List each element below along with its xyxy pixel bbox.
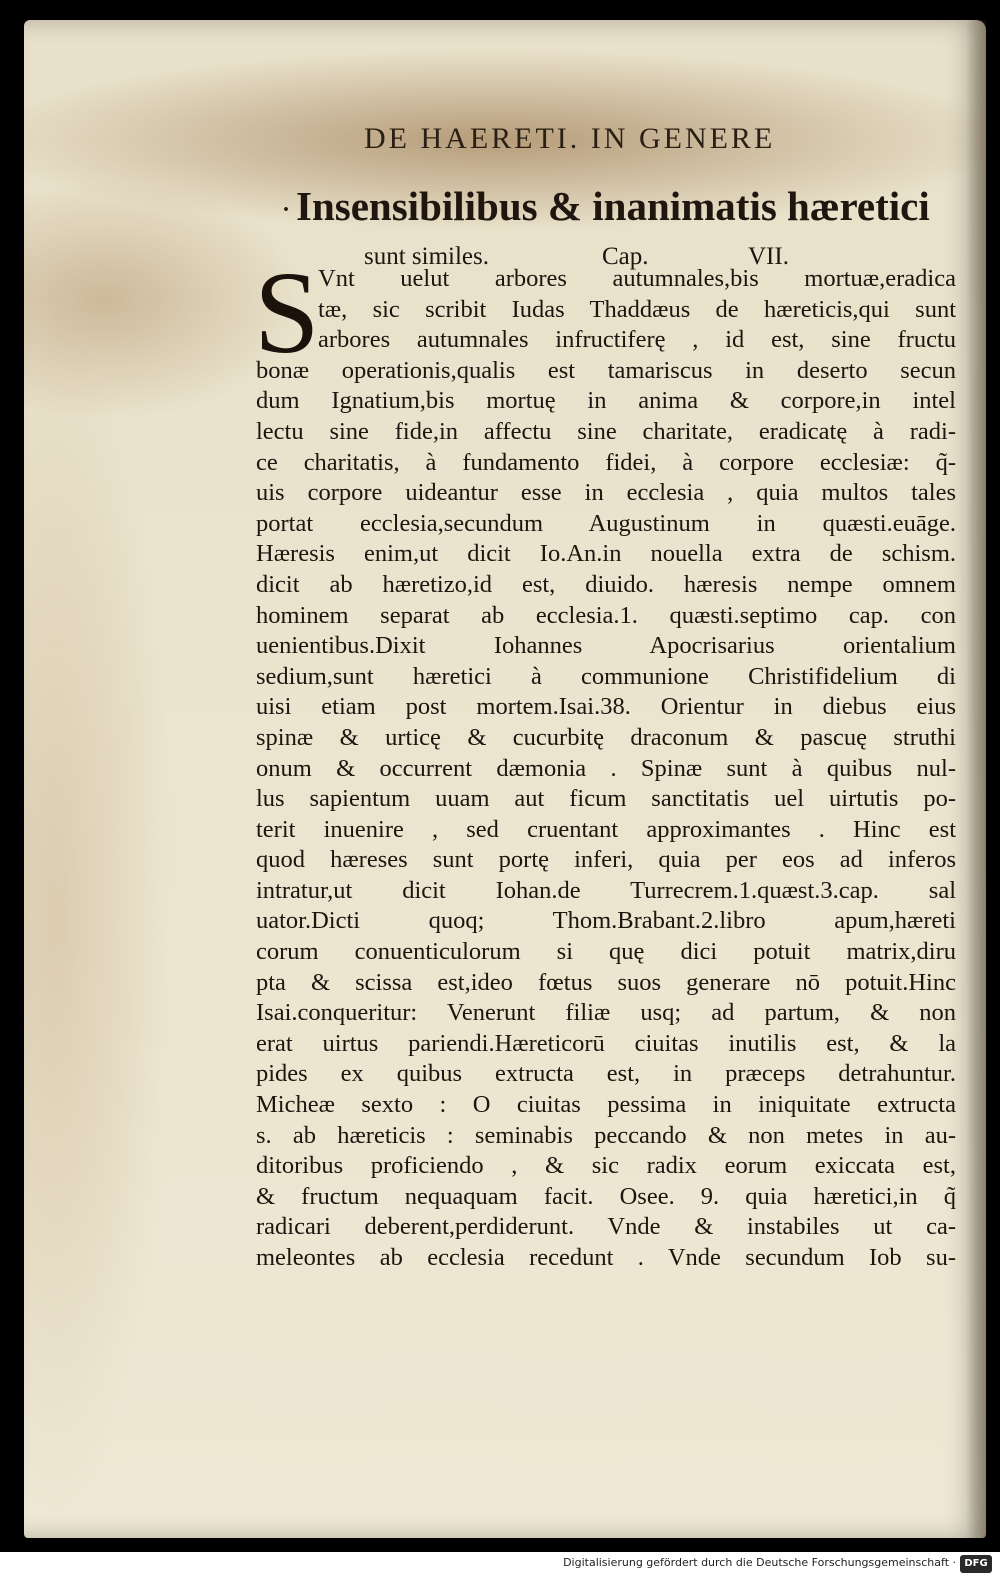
running-head: DE HAERETI. IN GENERE (364, 122, 776, 155)
text-line: pides ex quibus extructa est, in præceps detrahuntur. (256, 1060, 956, 1088)
dfg-logo: DFG (960, 1555, 992, 1573)
text-line: Vnt uelut arbores autumnales,bis mortuæ,eradica (318, 265, 956, 292)
text-line: Micheæ sexto : O ciuitas pessima in iniquitate extructa (256, 1091, 956, 1119)
text-line: dicit ab hæretizo,id est, diuido. hæresis nempe omnem (256, 570, 956, 598)
text-line: corum conuenticulorum si quę dici potuit matrix,diru (256, 938, 956, 966)
text-line: & fructum nequaquam facit. Osee. 9. quia hæretici,in q̃ (256, 1182, 956, 1210)
text-line: Isai.conqueritur: Venerunt filiæ usq; ad partum, & non (256, 999, 956, 1027)
funding-credit: Digitalisierung gefördert durch die Deutsche Forschungsgemeinschaft · (563, 1556, 956, 1569)
chapter-label: Cap. (602, 243, 649, 270)
text-line: spinæ & urticę & cucurbitę draconum & pascuę struthi (256, 723, 956, 751)
text-line: quod hæreses sunt portę inferi, quia per eos ad inferos (256, 846, 956, 874)
text-line: pta & scissa est,ideo fœtus suos generare nō potuit.Hinc (256, 968, 956, 996)
text-line: radicari deberent,perdiderunt. Vnde & instabiles ut ca- (256, 1213, 956, 1241)
text-line: erat uirtus pariendi.Hæreticorū ciuitas inutilis est, & la (256, 1029, 956, 1057)
footer-bar (0, 1552, 1000, 1579)
text-line: terit inuenire , sed cruentant approximantes . Hinc est (256, 815, 956, 843)
text-line: ditoribus proficiendo , & sic radix eorum exiccata est, (256, 1152, 956, 1180)
text-line: uenientibus.Dixit Iohannes Apocrisarius orientalium (256, 632, 956, 660)
title-marker: · (282, 197, 291, 224)
chapter-title (282, 182, 982, 230)
page-gutter-shadow (966, 20, 986, 1538)
text-line: intratur,ut dicit Iohan.de Turrecrem.1.quæst.3.cap. sal (256, 876, 956, 904)
text-line: tæ, sic scribit Iudas Thaddæus de hæreticis,qui sunt (318, 295, 956, 323)
text-line: arbores autumnales infructiferę , id est, sine fructu (318, 326, 956, 354)
text-line: ce charitatis, à fundamento fidei, à corpore ecclesiæ: q̃- (256, 448, 956, 476)
text-line: portat ecclesia,secundum Augustinum in quæsti.euāge. (256, 509, 956, 537)
body-text (256, 264, 956, 1274)
text-line: uisi etiam post mortem.Isai.38. Orientur in diebus eius (256, 693, 956, 721)
text-line: uator.Dicti quoq; Thom.Brabant.2.libro apum,hæreti (256, 907, 956, 935)
text-line: bonæ operationis,qualis est tamariscus in deserto secun (256, 356, 956, 384)
text-line: uis corpore uideantur esse in ecclesia , quia multos tales (256, 479, 956, 507)
chapter-number: VII. (748, 243, 789, 270)
text-line: lectu sine fide,in affectu sine charitate, eradicatę à radi- (256, 417, 956, 445)
chapter-title-text: Insensibilibus & inanimatis hæretici (296, 183, 930, 229)
text-line: s. ab hæreticis : seminabis peccando & non metes in au- (256, 1121, 956, 1149)
chapter-subtitle-text: sunt similes. (364, 243, 490, 270)
text-line: Hæresis enim,ut dicit Io.An.in nouella extra de schism. (256, 540, 956, 568)
text-line: lus sapientum uuam aut ficum sanctitatis uel uirtutis po- (256, 785, 956, 813)
text-line: sedium,sunt hæretici à communione Christifidelium di (256, 662, 956, 690)
text-line: meleontes ab ecclesia recedunt . Vnde secundum Iob su- (256, 1244, 956, 1271)
text-line: dum Ignatium,bis mortuę in anima & corpore,in intel (256, 387, 956, 415)
drop-cap-initial: S (254, 247, 320, 378)
text-line: hominem separat ab ecclesia.1. quæsti.septimo cap. con (256, 601, 956, 629)
text-line: onum & occurrent dæmonia . Spinæ sunt à quibus nul- (256, 754, 956, 782)
